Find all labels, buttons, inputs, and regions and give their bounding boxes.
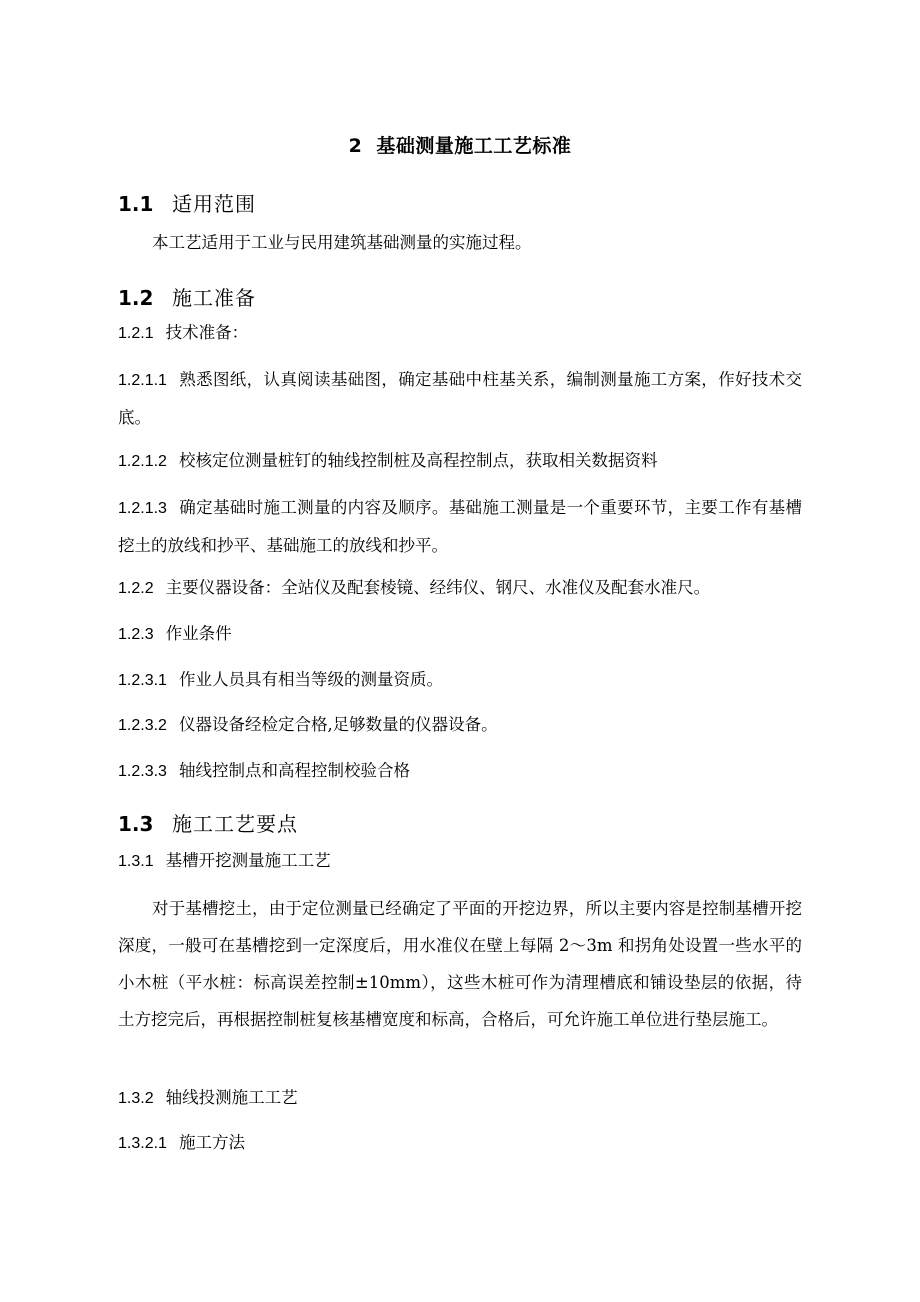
section-title: 施工工艺要点 xyxy=(172,812,298,836)
section-number: 1.1 xyxy=(118,192,154,216)
paragraph-excavation: 对于基槽挖土，由于定位测量已经确定了平面的开挖边界，所以主要内容是控制基槽开挖深度，一般可在基槽挖到一定深度后，用水准仪在壁上每隔 2～3m 和拐角处设置一些水平的小木桩（平水桩：标高误差控制±10mm），这些木桩可作为清理槽底和铺设垫层的依据，待土方挖完后，再根据控制桩复核基槽宽度和标高，合格后，可允许施工单位进行垫层施工。 xyxy=(118,899,802,1029)
item-text: 熟悉图纸，认真阅读基础图，确定基础中柱基关系，编制测量施工方案，作好技术交底。 xyxy=(118,370,802,427)
section-heading-1-1 xyxy=(118,188,256,217)
section-title: 施工准备 xyxy=(172,286,256,310)
item-number: 1.3.2 xyxy=(118,1090,154,1107)
item-1-3-1 xyxy=(118,843,808,880)
document-title xyxy=(0,131,920,158)
title-number: 2 xyxy=(348,135,363,157)
item-number: 1.2.3 xyxy=(118,626,154,643)
item-1-3-2 xyxy=(118,1080,808,1117)
section-title: 适用范围 xyxy=(172,192,256,216)
title-text: 基础测量施工工艺标准 xyxy=(376,135,572,157)
item-number: 1.2.2 xyxy=(118,580,154,597)
item-text: 轴线投测施工工艺 xyxy=(165,1088,298,1107)
item-1-3-2-1 xyxy=(118,1125,808,1162)
item-1-2-1-1 xyxy=(118,361,802,436)
item-number: 1.2.3.1 xyxy=(118,672,167,689)
item-number: 1.2.1.1 xyxy=(118,372,167,389)
item-text: 校核定位测量桩钉的轴线控制桩及高程控制点，获取相关数据资料 xyxy=(178,451,658,470)
item-text: 作业条件 xyxy=(165,624,232,643)
item-text: 技术准备： xyxy=(165,323,249,342)
item-number: 1.2.1.2 xyxy=(118,453,167,470)
section-heading-1-2 xyxy=(118,282,256,311)
item-number: 1.3.2.1 xyxy=(118,1135,167,1152)
item-1-2-3-2 xyxy=(118,707,808,744)
section-number: 1.3 xyxy=(118,812,154,836)
item-1-2-1-2 xyxy=(118,443,808,480)
item-1-2-1-3 xyxy=(118,489,802,564)
item-number: 1.2.3.3 xyxy=(118,763,167,780)
item-text: 仪器设备经检定合格,足够数量的仪器设备。 xyxy=(178,715,498,734)
item-number: 1.2.1.3 xyxy=(118,500,167,517)
item-1-2-3 xyxy=(118,616,808,653)
section-heading-1-3 xyxy=(118,808,298,837)
item-text: 确定基础时施工测量的内容及顺序。基础施工测量是一个重要环节，主要工作有基槽挖土的放线和抄平、基础施工的放线和抄平。 xyxy=(118,498,802,555)
item-text: 施工方法 xyxy=(178,1133,245,1152)
item-number: 1.2.1 xyxy=(118,325,154,342)
item-text: 主要仪器设备：全站仪及配套棱镜、经纬仪、钢尺、水准仪及配套水准尺。 xyxy=(165,578,711,597)
item-1-2-3-3 xyxy=(118,753,808,790)
item-number: 1.2.3.2 xyxy=(118,717,167,734)
item-text: 基槽开挖测量施工工艺 xyxy=(165,851,331,870)
paragraph-scope: 本工艺适用于工业与民用建筑基础测量的实施过程。 xyxy=(152,233,532,252)
section-number: 1.2 xyxy=(118,286,154,310)
item-1-2-3-1 xyxy=(118,662,808,699)
item-1-2-2 xyxy=(118,570,808,607)
item-1-2-1 xyxy=(118,315,808,352)
item-number: 1.3.1 xyxy=(118,853,154,870)
item-text: 轴线控制点和高程控制校验合格 xyxy=(178,761,410,780)
item-text: 作业人员具有相当等级的测量资质。 xyxy=(178,670,443,689)
